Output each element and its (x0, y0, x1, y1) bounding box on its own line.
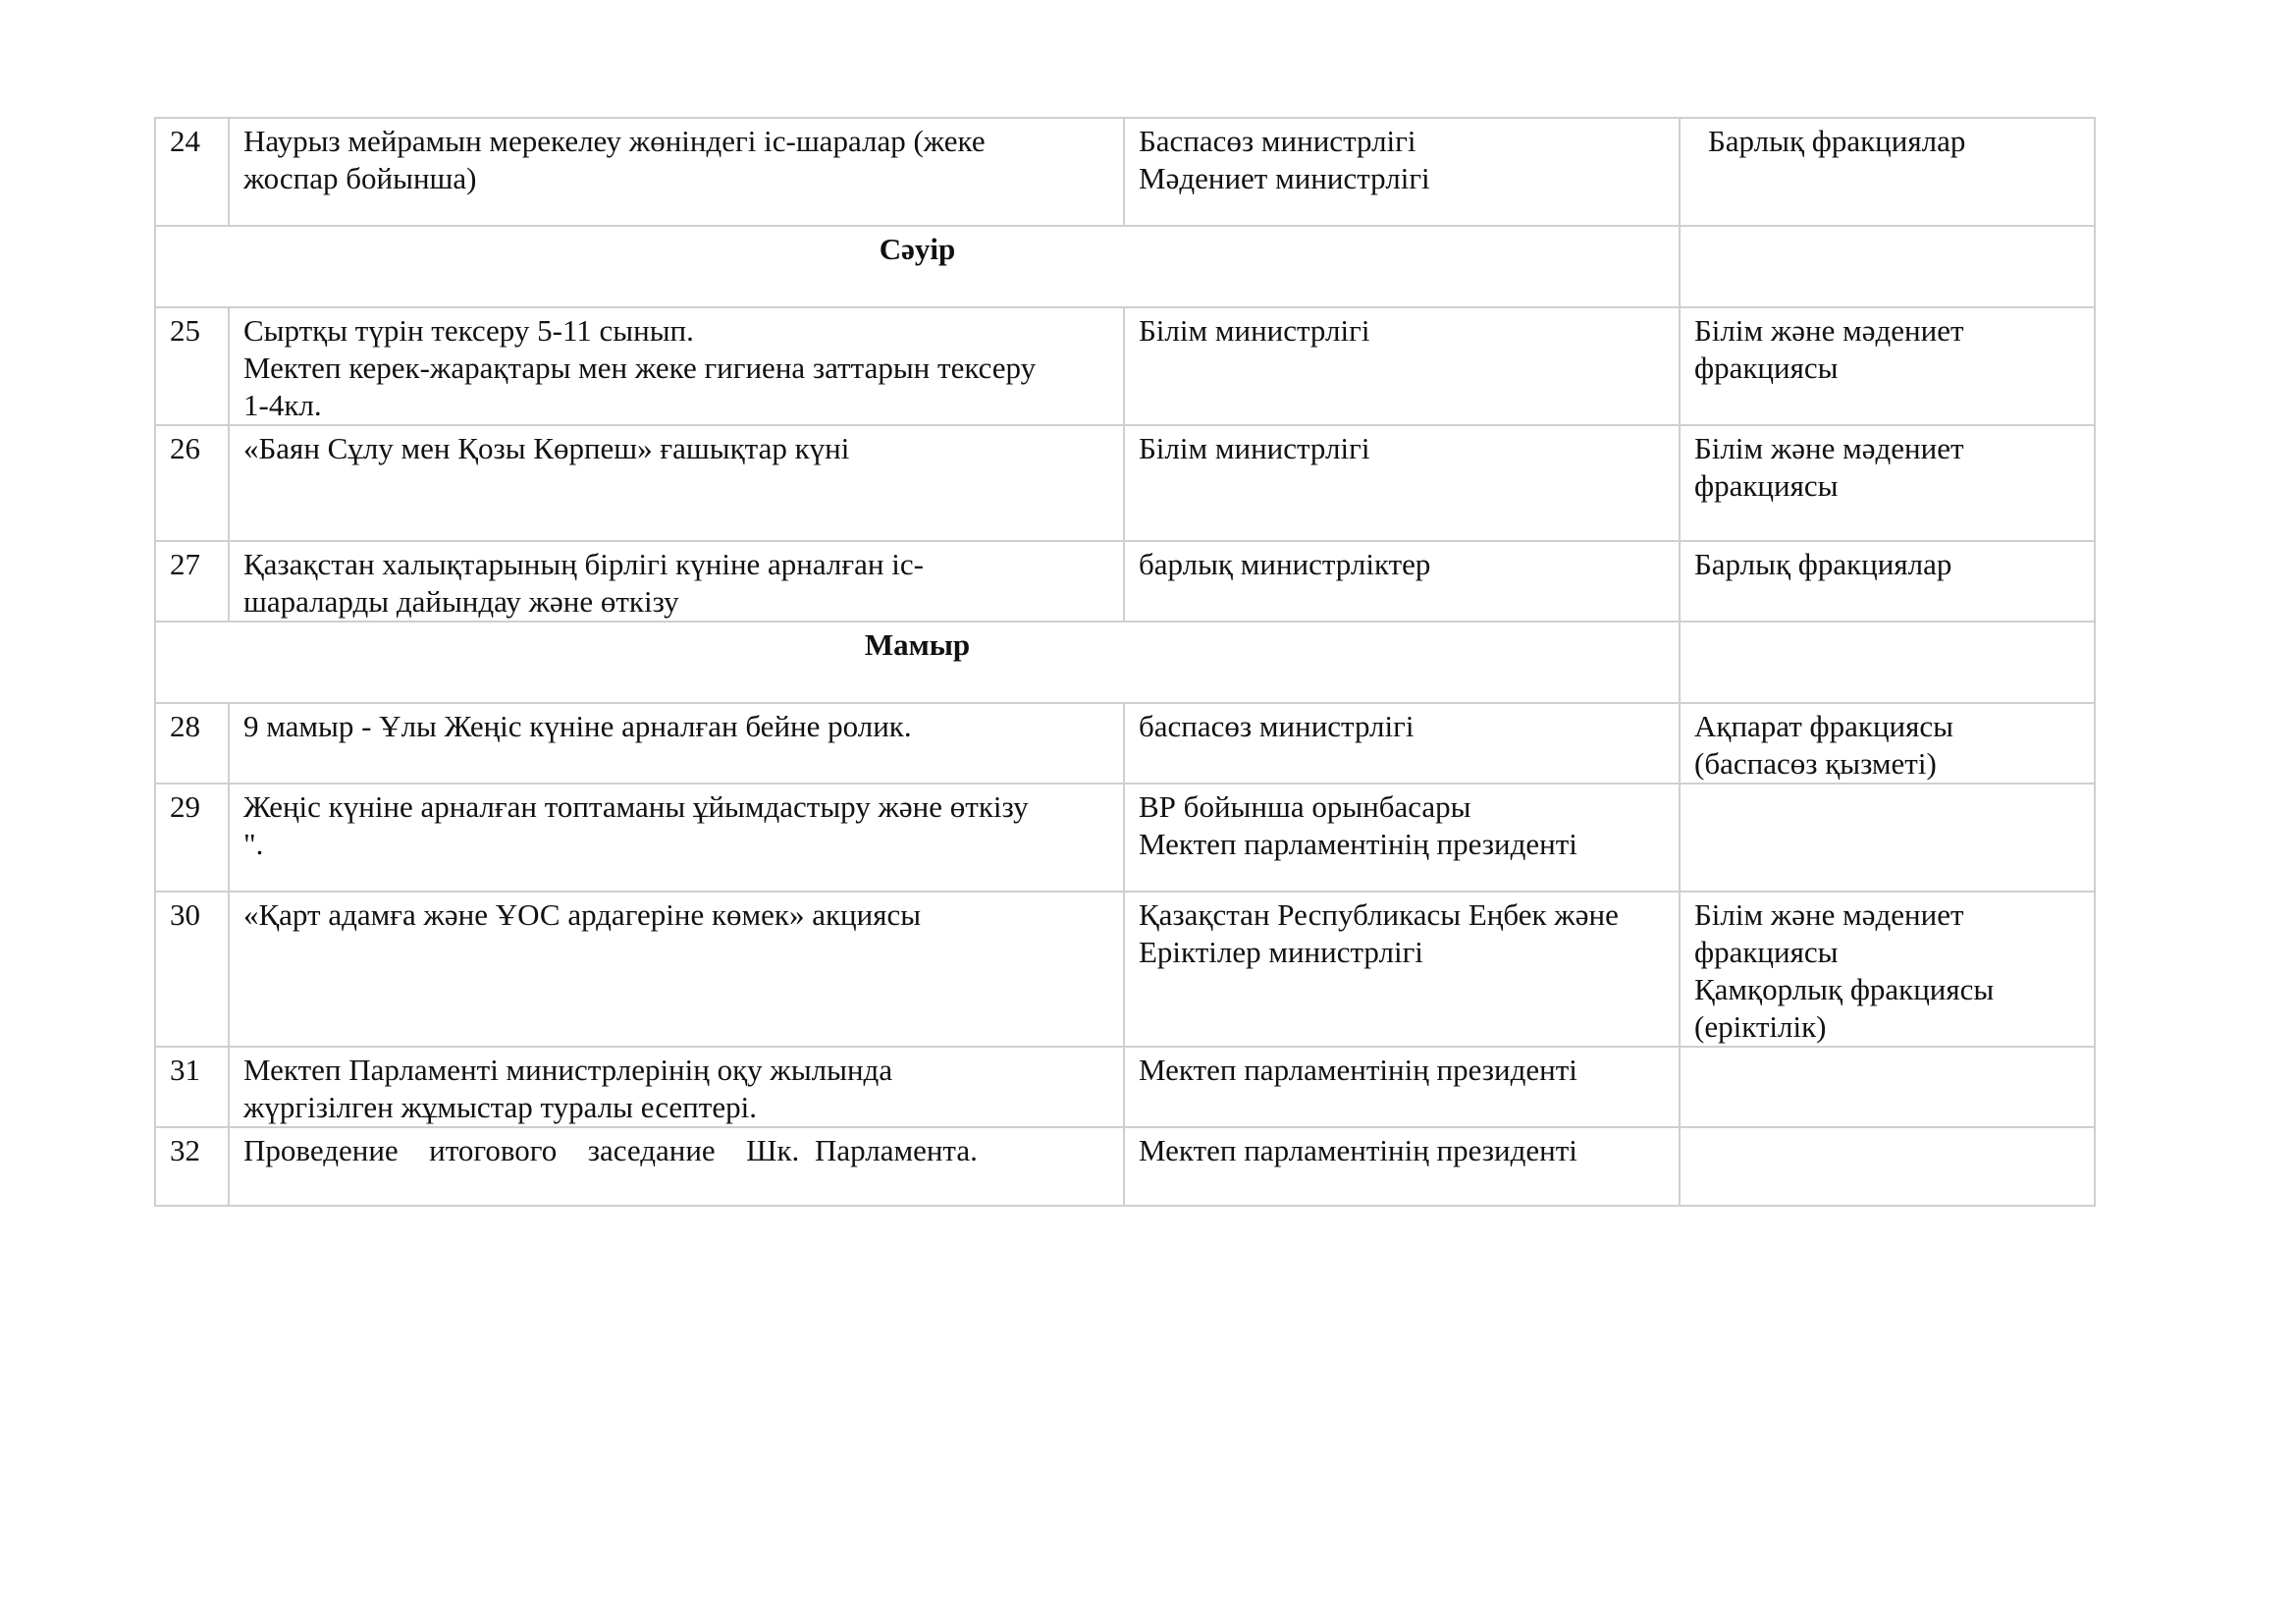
responsible-cell: Білім министрлігі (1124, 425, 1680, 541)
responsible-cell: Баспасөз министрлігі Мәдениет министрлігі (1124, 118, 1680, 226)
table-row (155, 307, 2095, 425)
activity-cell: Мектеп Парламенті министрлерінің оқу жылында жүргізілген жұмыстар туралы есептері. (229, 1047, 1124, 1127)
participants-cell (1680, 784, 2095, 892)
row-number: 30 (155, 892, 229, 1047)
activity-cell: Сыртқы түрін тексеру 5-11 сынып. Мектеп керек-жарақтары мен жеке гигиена заттарын тексеру 1-4кл. (229, 307, 1124, 425)
month-header-row (155, 622, 2095, 703)
empty-cell (1680, 226, 2095, 307)
row-number: 28 (155, 703, 229, 784)
activity-plan-table (154, 117, 2096, 1207)
responsible-cell: Білім министрлігі (1124, 307, 1680, 425)
responsible-cell: баспасөз министрлігі (1124, 703, 1680, 784)
table-row (155, 784, 2095, 892)
table-row (155, 541, 2095, 622)
row-number: 31 (155, 1047, 229, 1127)
row-number: 24 (155, 118, 229, 226)
table-row (155, 425, 2095, 541)
row-number: 25 (155, 307, 229, 425)
table-row (155, 1127, 2095, 1206)
row-number: 26 (155, 425, 229, 541)
month-title: Мамыр (155, 622, 1680, 703)
participants-cell (1680, 1047, 2095, 1127)
table-row (155, 892, 2095, 1047)
participants-cell: Ақпарат фракциясы (баспасөз қызметі) (1680, 703, 2095, 784)
responsible-cell: ВР бойынша орынбасары Мектеп парламентінің президенті (1124, 784, 1680, 892)
table-row (155, 118, 2095, 226)
participants-cell: Білім және мәдениет фракциясы Қамқорлық фракциясы (еріктілік) (1680, 892, 2095, 1047)
month-title: Сәуір (155, 226, 1680, 307)
activity-cell: Қазақстан халықтарының бірлігі күніне арналған іс- шараларды дайындау және өткізу (229, 541, 1124, 622)
activity-cell: «Қарт адамға және ҰОС ардагеріне көмек» акциясы (229, 892, 1124, 1047)
responsible-cell: Мектеп парламентінің президенті (1124, 1127, 1680, 1206)
row-number: 27 (155, 541, 229, 622)
row-number: 32 (155, 1127, 229, 1206)
activity-cell: «Баян Сұлу мен Қозы Көрпеш» ғашықтар күні (229, 425, 1124, 541)
empty-cell (1680, 622, 2095, 703)
month-header-row (155, 226, 2095, 307)
participants-cell: Білім және мәдениет фракциясы (1680, 425, 2095, 541)
activity-cell: 9 мамыр - Ұлы Жеңіс күніне арналған бейне ролик. (229, 703, 1124, 784)
row-number: 29 (155, 784, 229, 892)
activity-cell: Наурыз мейрамын мерекелеу жөніндегі іс-шаралар (жеке жоспар бойынша) (229, 118, 1124, 226)
participants-cell: Барлық фракциялар (1680, 118, 2095, 226)
table-row (155, 1047, 2095, 1127)
responsible-cell: Қазақстан Республикасы Еңбек және Еріктілер министрлігі (1124, 892, 1680, 1047)
participants-cell: Барлық фракциялар (1680, 541, 2095, 622)
participants-cell: Білім және мәдениет фракциясы (1680, 307, 2095, 425)
activity-cell: Проведение итогового заседание Шк. Парламента. (229, 1127, 1124, 1206)
table-row (155, 703, 2095, 784)
responsible-cell: Мектеп парламентінің президенті (1124, 1047, 1680, 1127)
participants-cell (1680, 1127, 2095, 1206)
activity-cell: Жеңіс күніне арналған топтаманы ұйымдастыру және өткізу ". (229, 784, 1124, 892)
responsible-cell: барлық министрліктер (1124, 541, 1680, 622)
